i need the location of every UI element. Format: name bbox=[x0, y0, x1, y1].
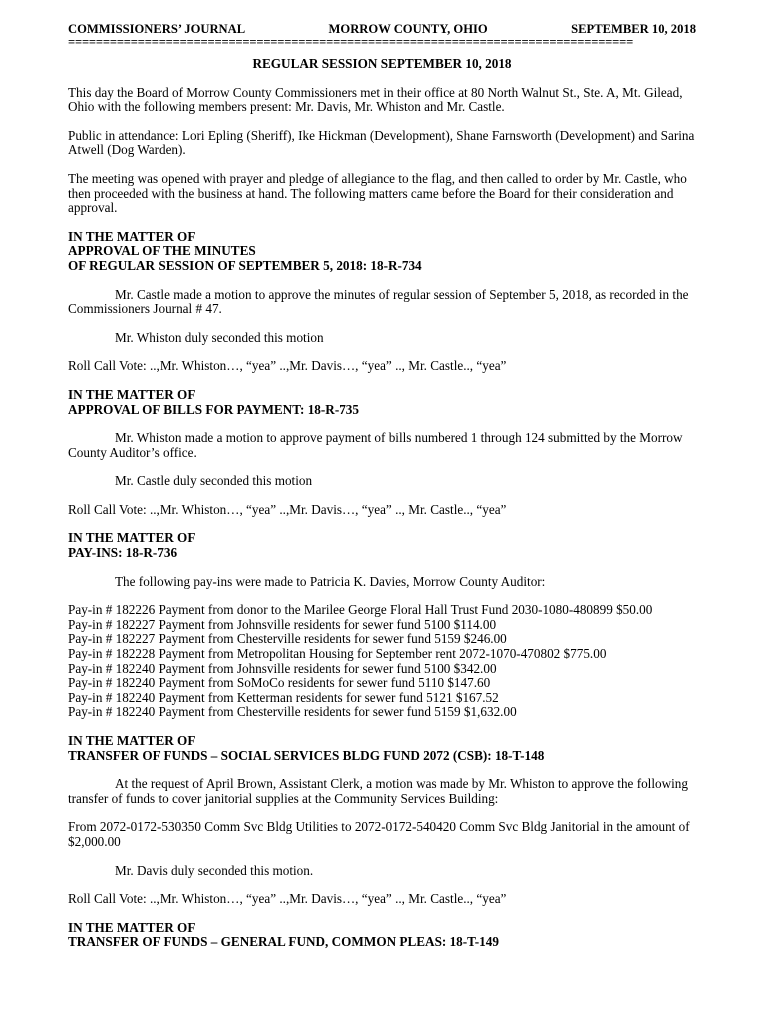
header-rule: ================================================================================= bbox=[68, 36, 634, 48]
header-date: SEPTEMBER 10, 2018 bbox=[571, 22, 696, 36]
payin-item: Pay-in # 182226 Payment from donor to the Marilee George Floral Hall Trust Fund 2030-1080-480899 $50.00 bbox=[68, 602, 653, 618]
payin-item: Pay-in # 182240 Payment from SoMoCo residents for sewer fund 5110 $147.60 bbox=[68, 675, 491, 691]
minutes-heading-line3: OF REGULAR SESSION OF SEPTEMBER 5, 2018: 18-R-734 bbox=[68, 257, 422, 273]
header-journal-name: COMMISSIONERS’ JOURNAL bbox=[68, 22, 246, 36]
header-county: MORROW COUNTY, OHIO bbox=[328, 22, 488, 36]
journal-page bbox=[68, 22, 696, 950]
payin-item: Pay-in # 182240 Payment from Chesterville residents for sewer fund 5159 $1,632.00 bbox=[68, 704, 517, 720]
page-header bbox=[68, 22, 696, 36]
payin-item: Pay-in # 182228 Payment from Metropolitan Housing for September rent 2072-1070-470802 $775.00 bbox=[68, 646, 607, 662]
minutes-second: Mr. Whiston duly seconded this motion bbox=[115, 329, 324, 345]
minutes-heading-line2: APPROVAL OF THE MINUTES bbox=[68, 243, 256, 259]
bills-vote: Roll Call Vote: ..,Mr. Whiston…, “yea” ..,Mr. Davis…, “yea” .., Mr. Castle.., “yea” bbox=[68, 501, 507, 517]
bills-heading bbox=[68, 388, 696, 417]
payin-list bbox=[68, 603, 696, 720]
payins-lead: The following pay-ins were made to Patricia K. Davies, Morrow County Auditor: bbox=[115, 573, 546, 589]
intro-members: This day the Board of Morrow County Commissioners met in their office at 80 North Walnut St., Ste. A, Mt. Gilead, Ohio with the following members present: Mr. Davis, Mr. Whiston and Mr. Castle. bbox=[68, 84, 683, 115]
transfer-csb-heading-line2: TRANSFER OF FUNDS – SOCIAL SERVICES BLDG FUND 2072 (CSB): 18-T-148 bbox=[68, 747, 545, 763]
minutes-vote: Roll Call Vote: ..,Mr. Whiston…, “yea” ..,Mr. Davis…, “yea” .., Mr. Castle.., “yea” bbox=[68, 358, 507, 374]
transfer-gf-heading-line2: TRANSFER OF FUNDS – GENERAL FUND, COMMON PLEAS: 18-T-149 bbox=[68, 934, 499, 950]
intro-opening: The meeting was opened with prayer and pledge of allegiance to the flag, and then called to order by Mr. Castle, who then proceeded with the business at hand. The following matters came before the Board for their consideration and approval. bbox=[68, 170, 687, 216]
session-title: REGULAR SESSION SEPTEMBER 10, 2018 bbox=[252, 56, 512, 71]
payin-item: Pay-in # 182240 Payment from Johnsville residents for sewer fund 5100 $342.00 bbox=[68, 660, 497, 676]
payin-item: Pay-in # 182227 Payment from Chesterville residents for sewer fund 5159 $246.00 bbox=[68, 631, 507, 647]
transfer-csb-heading bbox=[68, 734, 696, 763]
payins-heading-line1: IN THE MATTER OF bbox=[68, 530, 196, 546]
bills-heading-line1: IN THE MATTER OF bbox=[68, 386, 196, 402]
minutes-motion: Mr. Castle made a motion to approve the minutes of regular session of September 5, 2018, as recorded in the Commissioners Journal # 47. bbox=[68, 286, 689, 317]
bills-second: Mr. Castle duly seconded this motion bbox=[115, 473, 313, 489]
transfer-csb-detail: From 2072-0172-530350 Comm Svc Bldg Utilities to 2072-0172-540420 Comm Svc Bldg Janitorial in the amount of $2,000.00 bbox=[68, 819, 690, 849]
transfer-csb-vote: Roll Call Vote: ..,Mr. Whiston…, “yea” ..,Mr. Davis…, “yea” .., Mr. Castle.., “yea” bbox=[68, 891, 507, 907]
payins-heading-line2: PAY-INS: 18-R-736 bbox=[68, 545, 178, 561]
transfer-csb-motion: At the request of April Brown, Assistant Clerk, a motion was made by Mr. Whiston to approve the following transfer of funds to cover janitorial supplies at the Community Services Building: bbox=[68, 776, 688, 806]
transfer-gf-heading-line1: IN THE MATTER OF bbox=[68, 919, 196, 935]
payin-item: Pay-in # 182227 Payment from Johnsville residents for sewer fund 5100 $114.00 bbox=[68, 616, 497, 632]
payins-heading bbox=[68, 531, 696, 560]
bills-heading-line2: APPROVAL OF BILLS FOR PAYMENT: 18-R-735 bbox=[68, 401, 359, 417]
minutes-heading bbox=[68, 230, 696, 274]
minutes-heading-line1: IN THE MATTER OF bbox=[68, 228, 196, 244]
transfer-csb-second: Mr. Davis duly seconded this motion. bbox=[115, 862, 314, 878]
transfer-csb-heading-line1: IN THE MATTER OF bbox=[68, 733, 196, 748]
payin-item: Pay-in # 182240 Payment from Ketterman residents for sewer fund 5121 $167.52 bbox=[68, 689, 499, 705]
transfer-gf-heading bbox=[68, 921, 696, 950]
intro-public: Public in attendance: Lori Epling (Sheriff), Ike Hickman (Development), Shane Farnsworth (Development) and Sarina Atwell (Dog Warden). bbox=[68, 127, 695, 158]
bills-motion: Mr. Whiston made a motion to approve payment of bills numbered 1 through 124 submitted by the Morrow County Auditor’s office. bbox=[68, 430, 683, 460]
